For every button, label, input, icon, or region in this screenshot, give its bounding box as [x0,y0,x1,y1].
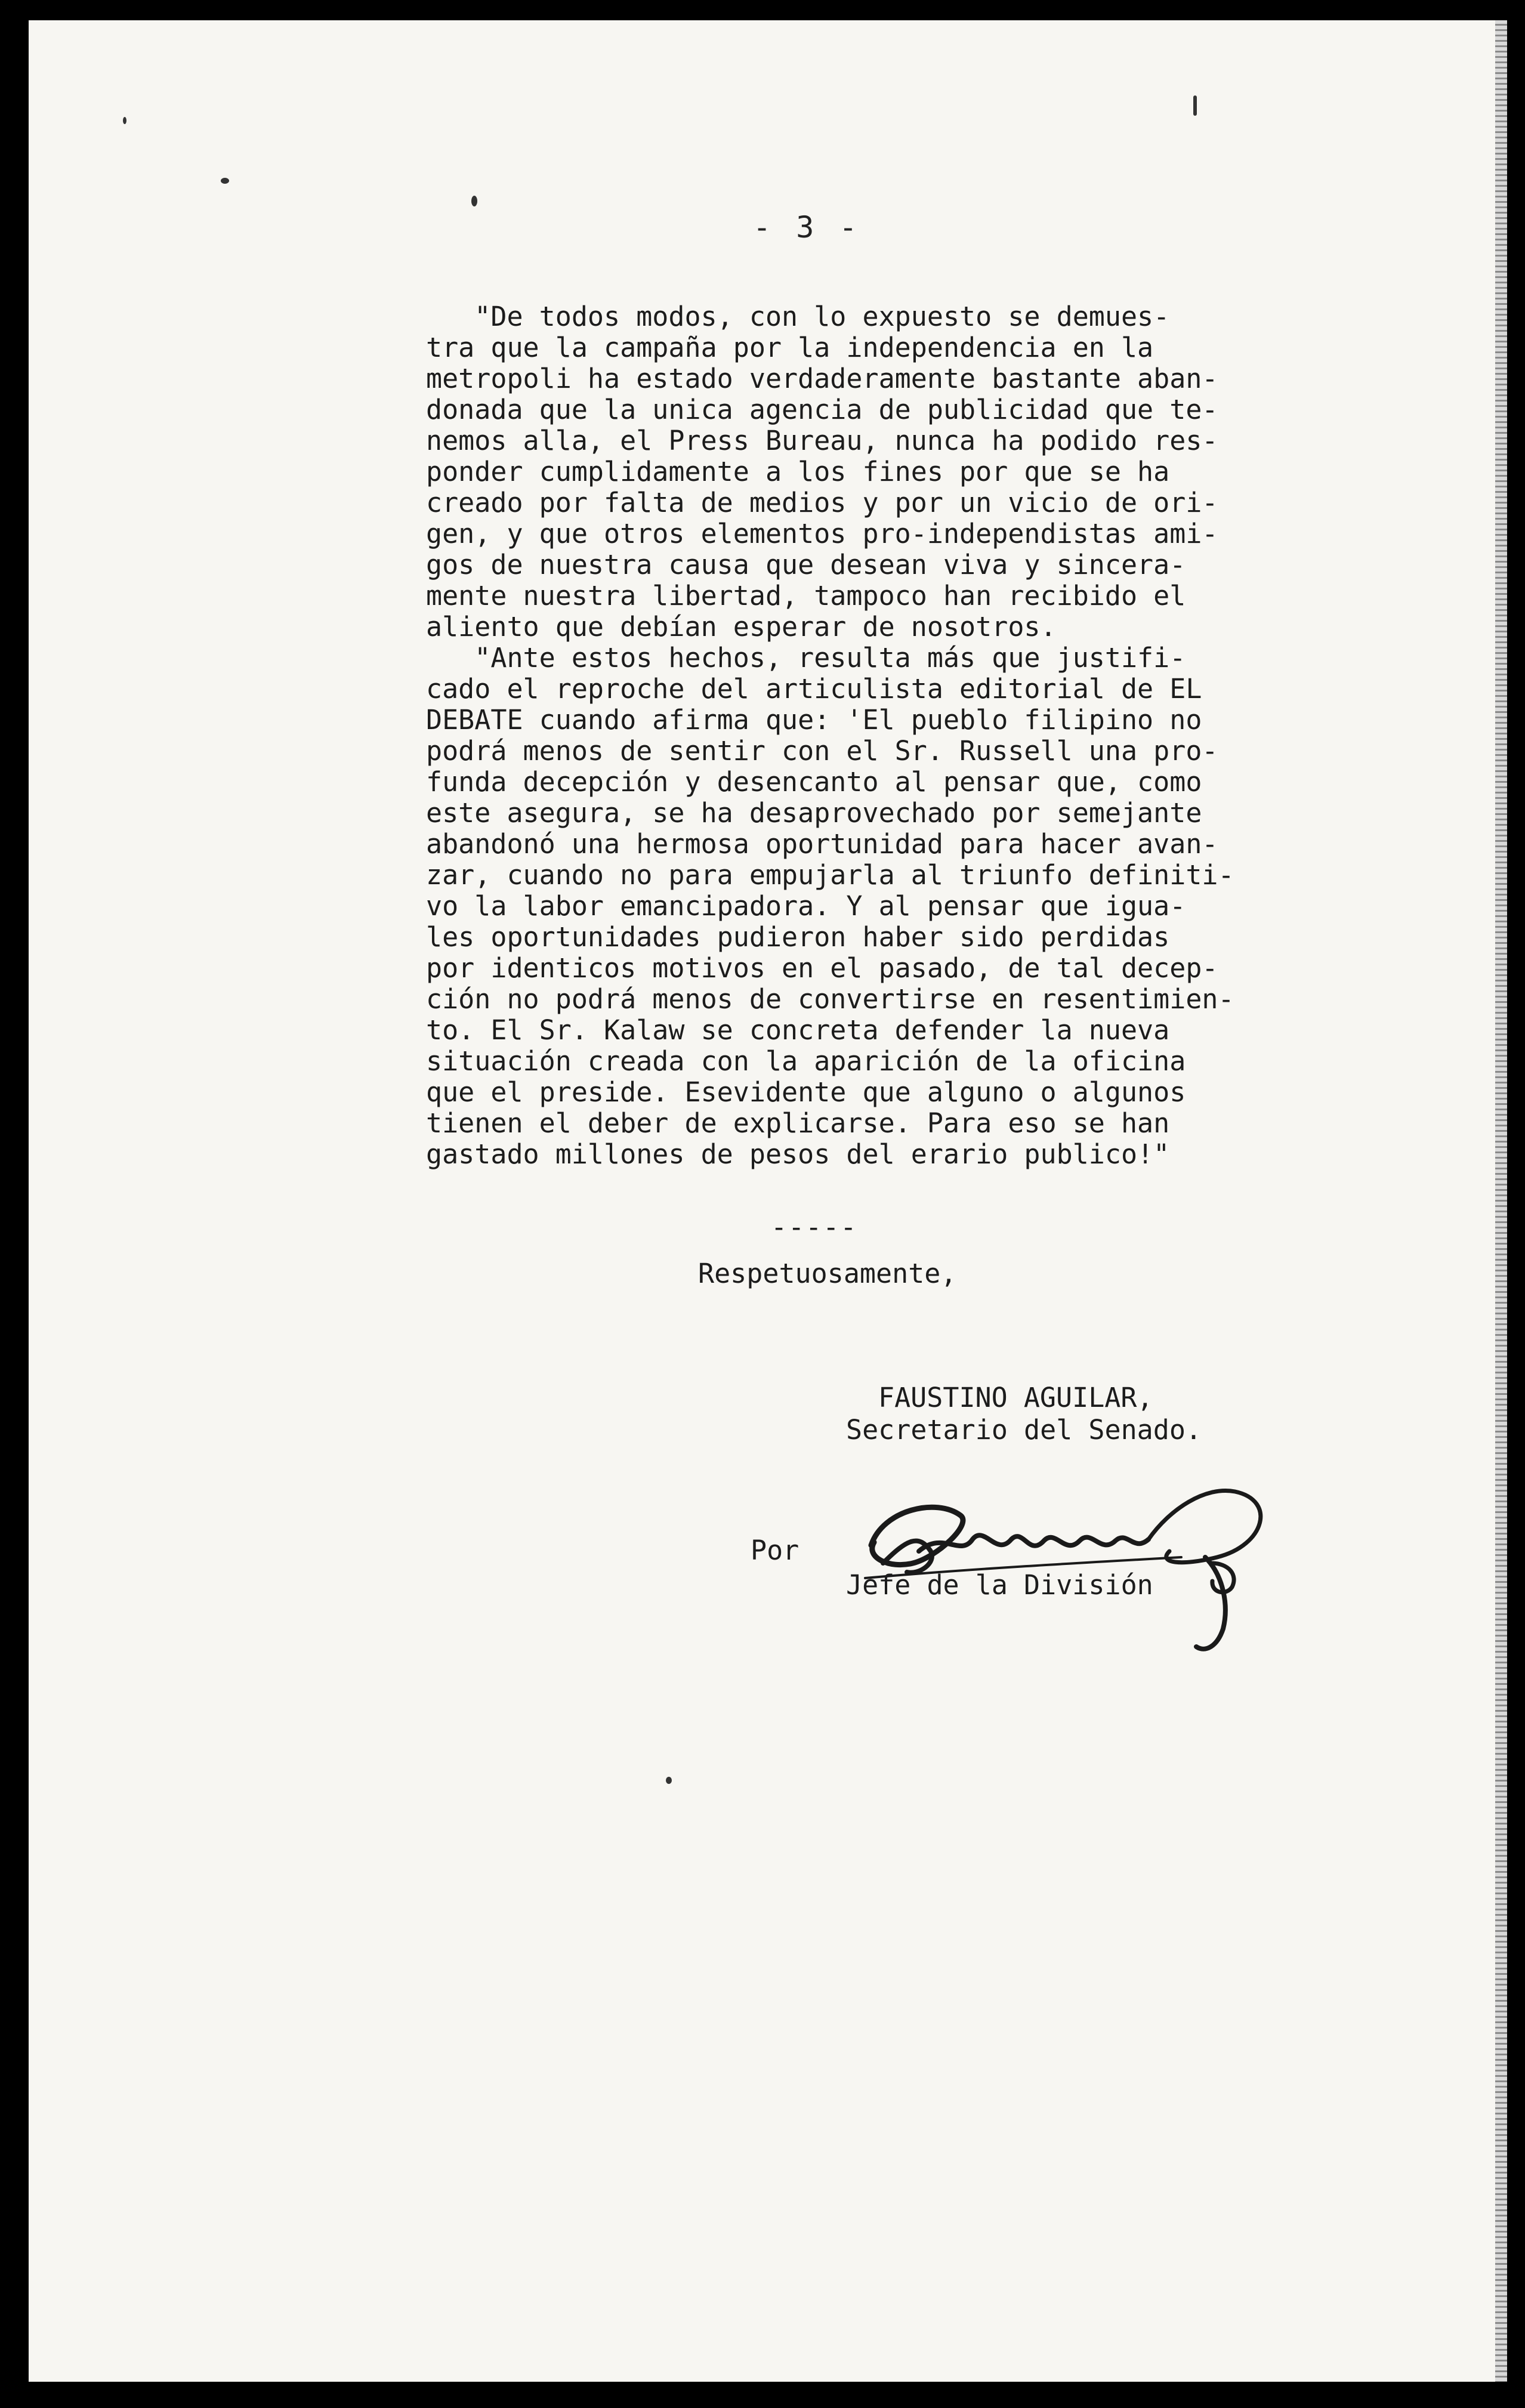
signer-title: Secretario del Senado. [846,1414,1202,1446]
text-line: tienen el deber de explicarse. Para eso se han [426,1107,1170,1139]
text-line: gen, y que otros elementos pro-independistas ami- [426,518,1218,549]
scan-speck [221,178,229,184]
text-line: tra que la campaña por la independencia en la [426,332,1154,363]
text-line: cado el reproche del articulista editorial de EL [426,673,1202,705]
text-line: ción no podrá menos de convertirse en resentimien- [426,983,1234,1015]
text-line: este asegura, se ha desaprovechado por semejante [426,797,1202,829]
text-line: funda decepción y desencanto al pensar que, como [426,766,1202,798]
closing-salutation: Respetuosamente, [698,1258,957,1289]
text-line: DEBATE cuando afirma que: 'El pueblo filipino no [426,704,1202,736]
text-line: zar, cuando no para empujarla al triunfo definiti- [426,859,1234,891]
text-line: situación creada con la aparición de la oficina [426,1045,1186,1077]
text-line: creado por falta de medios y por un vicio de ori- [426,487,1218,518]
letter-body [426,301,1333,1170]
text-line: vo la labor emancipadora. Y al pensar que igua- [426,890,1186,922]
text-line: gos de nuestra causa que desean viva y sincera- [426,549,1186,581]
text-line: nemos alla, el Press Bureau, nunca ha podido res- [426,425,1218,456]
scan-speck [1193,95,1197,116]
section-divider: ----- [771,1211,858,1243]
text-line: ponder cumplidamente a los fines por que se ha [426,456,1170,487]
text-line: metropoli ha estado verdaderamente bastante aban- [426,363,1218,394]
scan-speck [471,196,477,206]
text-line: "De todos modos, con lo expuesto se demues- [426,301,1170,332]
film-edge [1495,20,1507,2382]
division-label: Jefe de la División [846,1569,1153,1601]
text-line: donada que la unica agencia de publicidad que te- [426,394,1218,425]
signer-block [846,1382,1202,1446]
text-line: aliento que debían esperar de nosotros. [426,611,1057,643]
por-label: Por [751,1535,799,1566]
text-line: les oportunidades pudieron haber sido perdidas [426,921,1170,953]
scan-speck [123,117,126,124]
text-line: que el preside. Esevidente que alguno o algunos [426,1076,1186,1108]
scan-speck [666,1777,672,1784]
text-line: gastado millones de pesos del erario publico!" [426,1138,1170,1170]
page-number: - 3 - [753,210,861,245]
text-line: to. El Sr. Kalaw se concreta defender la nueva [426,1014,1170,1046]
text-line: podrá menos de sentir con el Sr. Russell una pro- [426,735,1218,767]
text-line: mente nuestra libertad, tampoco han recibido el [426,580,1186,612]
text-line: abandonó una hermosa oportunidad para hacer avan- [426,828,1218,860]
text-line: por identicos motivos en el pasado, de tal decep- [426,952,1218,984]
signer-name: FAUSTINO AGUILAR, [878,1382,1153,1413]
text-line: "Ante estos hechos, resulta más que justifi- [426,642,1186,674]
